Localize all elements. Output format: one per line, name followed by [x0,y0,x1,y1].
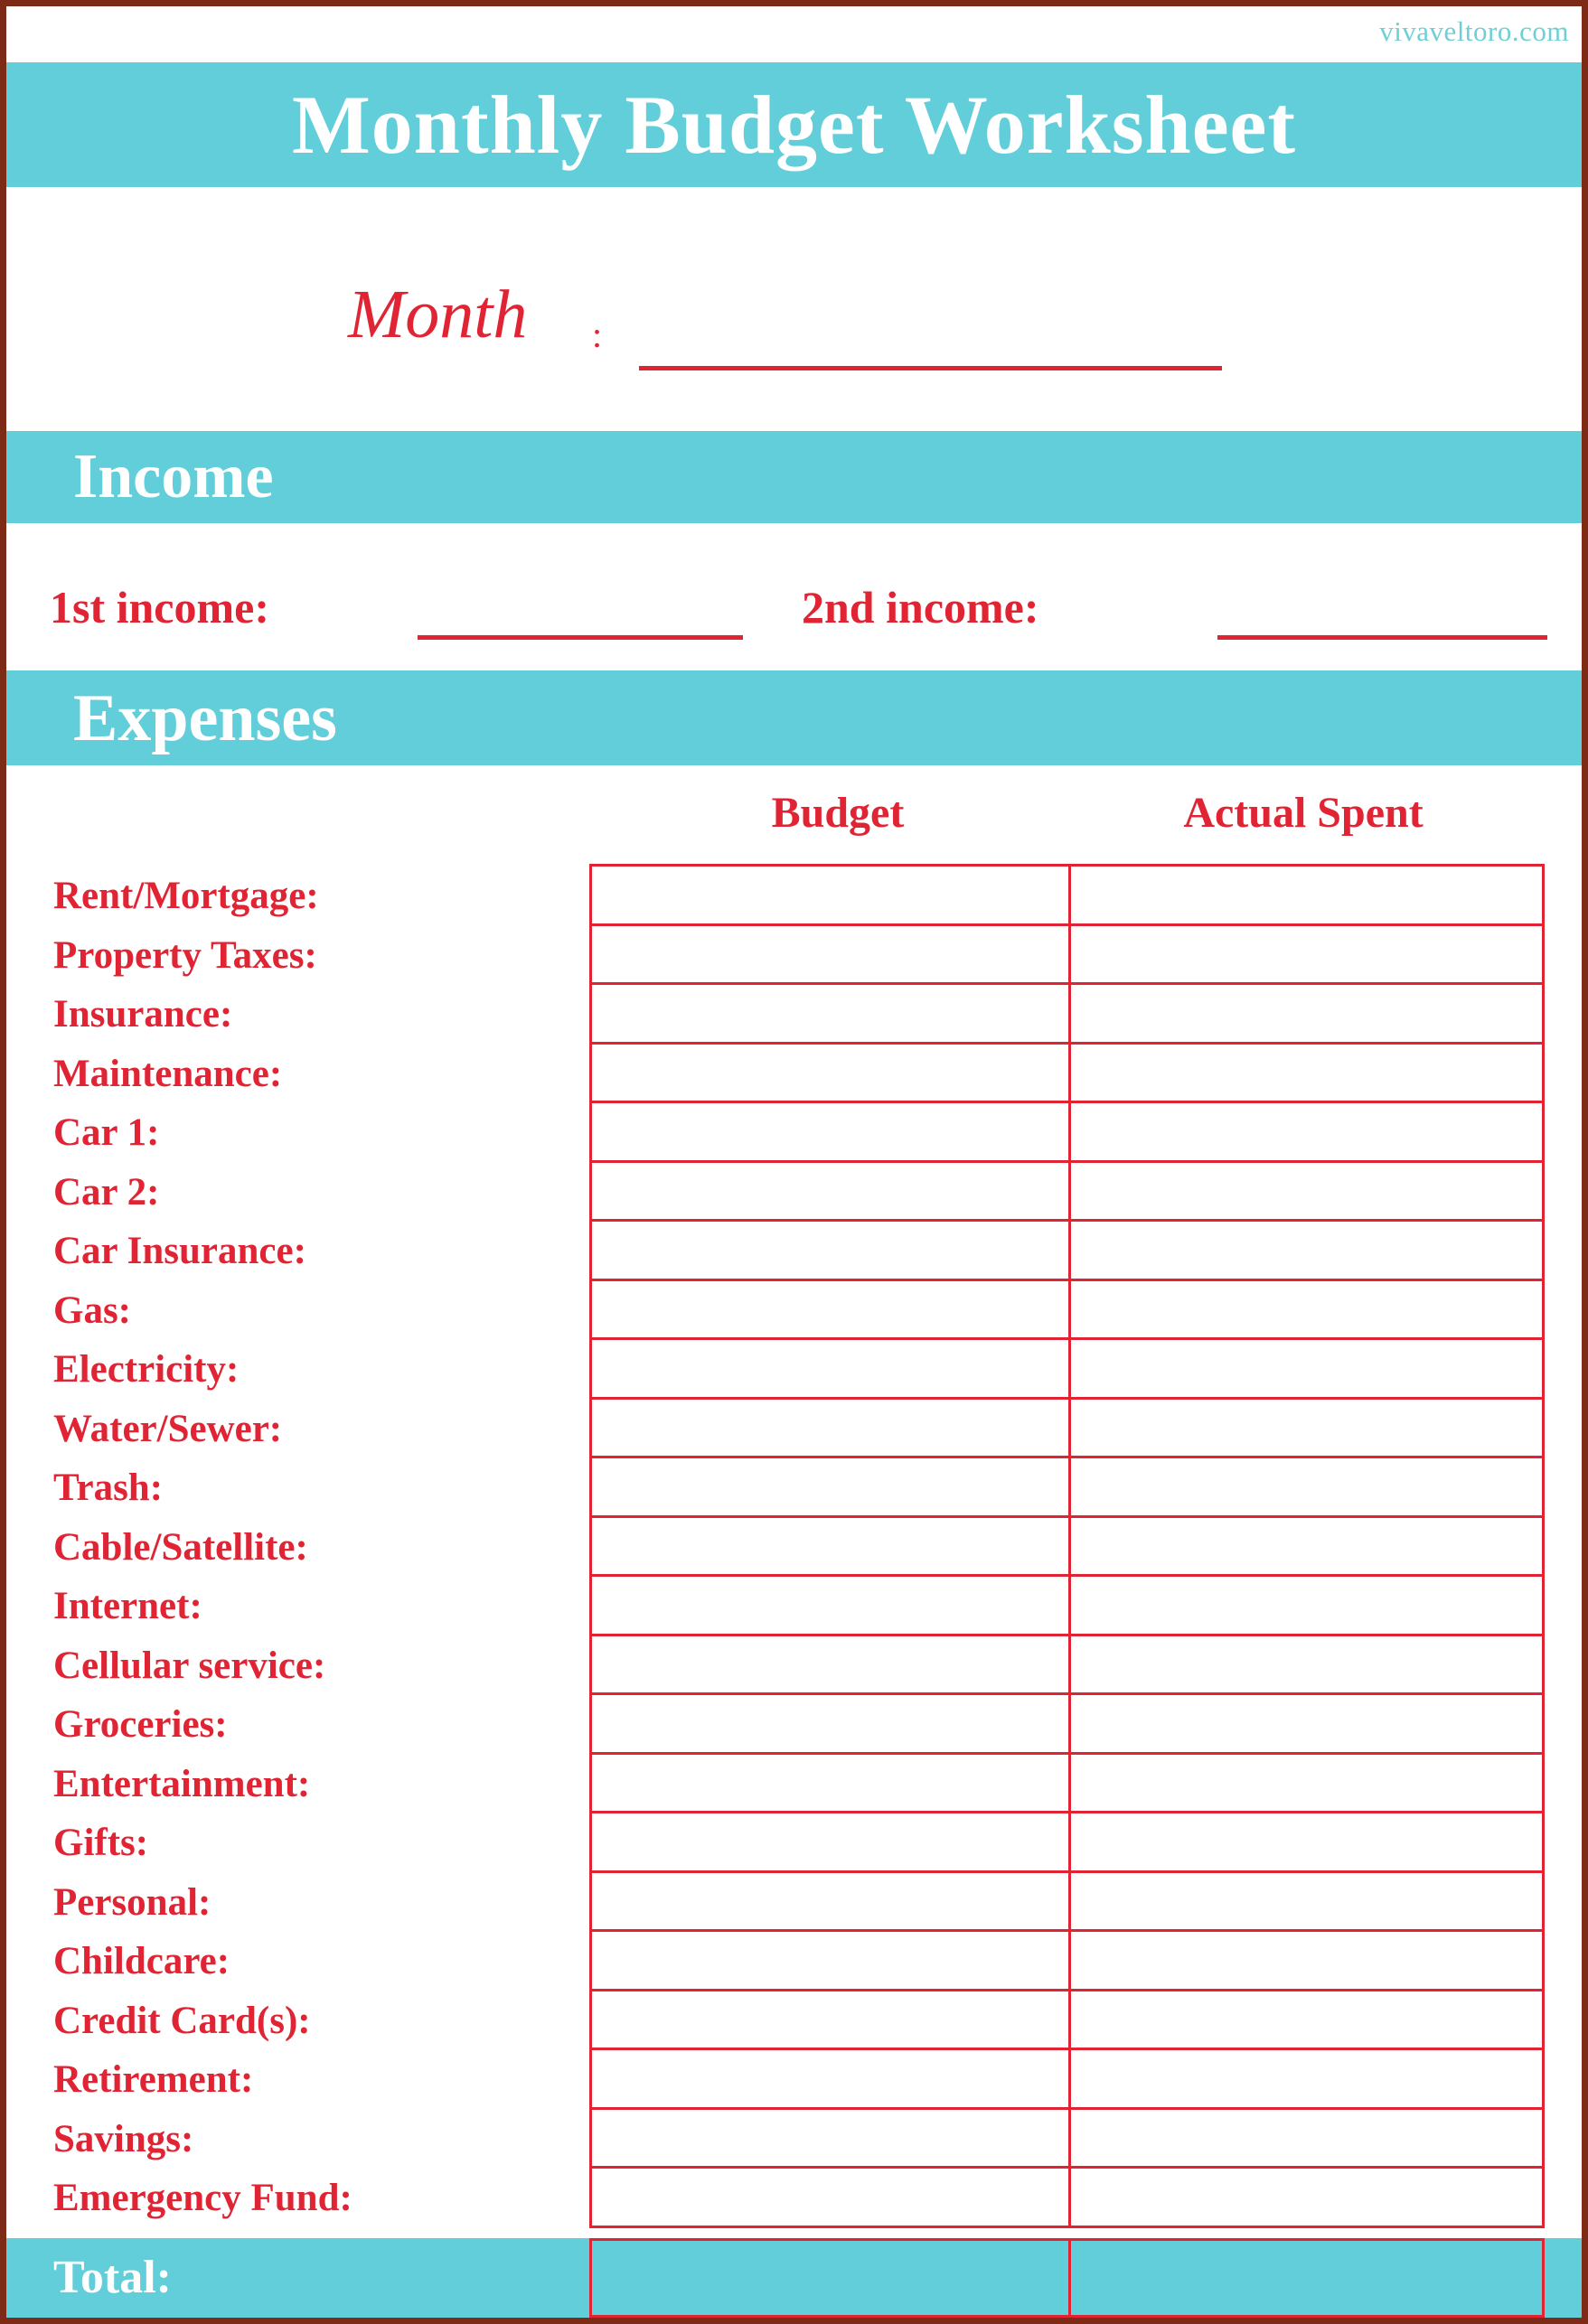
table-row [6,1636,1582,1696]
table-row [6,1518,1582,1578]
total-row [6,2238,1582,2318]
total-budget-cell[interactable] [589,2238,1071,2318]
budget-cell[interactable] [589,2166,1071,2228]
actual-spent-cell[interactable] [1068,923,1545,986]
expense-label: Entertainment: [53,1762,311,1805]
table-row [6,1222,1582,1281]
budget-cell[interactable] [589,1515,1071,1578]
income-fields [6,548,1582,648]
table-row [6,2110,1582,2169]
budget-cell[interactable] [589,1337,1071,1400]
table-row [6,1991,1582,2051]
table-row [6,1813,1582,1873]
actual-spent-cell[interactable] [1068,1337,1545,1400]
month-row [6,196,1582,440]
budget-cell[interactable] [589,1160,1071,1223]
expense-label: Cellular service: [53,1644,326,1687]
column-headers [6,788,1582,851]
budget-cell[interactable] [589,1279,1071,1341]
expenses-table [6,867,1582,2228]
actual-spent-cell[interactable] [1068,864,1545,926]
actual-spent-cell[interactable] [1068,1219,1545,1281]
expense-label: Internet: [53,1585,202,1628]
total-actual-cell[interactable] [1068,2238,1545,2318]
month-colon: : [592,314,603,355]
expense-label: Emergency Fund: [53,2177,352,2220]
table-row [6,1458,1582,1518]
page-title: Monthly Budget Worksheet [291,79,1297,171]
budget-cell[interactable] [589,1634,1071,1696]
table-row [6,985,1582,1045]
month-input-line[interactable] [639,366,1222,370]
second-income-label: 2nd income: [802,582,1039,633]
budget-cell[interactable] [589,2048,1071,2110]
income-banner [6,431,1582,523]
first-income-input-line[interactable] [418,635,743,640]
expense-label: Gas: [53,1289,131,1332]
expense-label: Savings: [53,2117,194,2160]
budget-cell[interactable] [589,1929,1071,1991]
title-banner [6,62,1582,187]
expense-label: Car Insurance: [53,1230,306,1273]
actual-spent-cell[interactable] [1068,1574,1545,1636]
actual-spent-cell[interactable] [1068,1515,1545,1578]
expense-label: Maintenance: [53,1052,283,1095]
actual-spent-cell[interactable] [1068,1456,1545,1518]
actual-spent-cell[interactable] [1068,2166,1545,2228]
budget-cell[interactable] [589,1219,1071,1281]
actual-spent-cell[interactable] [1068,1870,1545,1933]
actual-spent-cell[interactable] [1068,1634,1545,1696]
second-income-input-line[interactable] [1217,635,1547,640]
budget-cell[interactable] [589,1101,1071,1163]
budget-cell[interactable] [589,982,1071,1045]
expense-label: Rent/Mortgage: [53,875,319,918]
table-row [6,926,1582,986]
budget-cell[interactable] [589,1574,1071,1636]
actual-spent-cell[interactable] [1068,982,1545,1045]
actual-spent-cell[interactable] [1068,1160,1545,1223]
actual-spent-cell[interactable] [1068,1279,1545,1341]
actual-spent-cell[interactable] [1068,2048,1545,2110]
budget-cell[interactable] [589,1870,1071,1933]
expense-label: Car 1: [53,1111,160,1155]
budget-cell[interactable] [589,1042,1071,1104]
expenses-banner [6,670,1582,765]
expense-label: Insurance: [53,993,233,1036]
actual-spent-cell[interactable] [1068,1692,1545,1755]
actual-spent-cell[interactable] [1068,1989,1545,2051]
expense-label: Water/Sewer: [53,1407,283,1450]
expense-label: Property Taxes: [53,933,317,977]
expense-label: Trash: [53,1467,164,1510]
month-label: Month [348,276,528,352]
table-row [6,1873,1582,1933]
expense-label: Credit Card(s): [53,1999,311,2042]
expense-label: Gifts: [53,1822,149,1865]
actual-spent-cell[interactable] [1068,1752,1545,1814]
budget-cell[interactable] [589,1989,1071,2051]
table-row [6,1932,1582,1991]
expense-label: Childcare: [53,1940,230,1983]
table-row [6,1340,1582,1400]
budget-cell[interactable] [589,1752,1071,1814]
table-row [6,867,1582,926]
expense-label: Retirement: [53,2058,254,2102]
budget-cell[interactable] [589,1456,1071,1518]
budget-cell[interactable] [589,1397,1071,1459]
table-row [6,1695,1582,1755]
budget-cell[interactable] [589,923,1071,986]
table-row [6,1755,1582,1814]
table-row [6,1281,1582,1341]
budget-cell[interactable] [589,1811,1071,1873]
site-credit: vivaveltoro.com [1379,15,1569,47]
actual-spent-cell[interactable] [1068,1397,1545,1459]
first-income-label: 1st income: [50,582,269,633]
expense-label: Cable/Satellite: [53,1525,308,1569]
actual-spent-cell[interactable] [1068,1101,1545,1163]
expenses-heading: Expenses [73,680,337,755]
table-row [6,1577,1582,1636]
actual-spent-cell[interactable] [1068,1811,1545,1873]
table-row [6,1400,1582,1459]
expense-label: Groceries: [53,1703,228,1747]
table-row [6,1163,1582,1223]
actual-spent-cell[interactable] [1068,1929,1545,1991]
total-label: Total: [53,2252,172,2303]
actual-spent-cell[interactable] [1068,1042,1545,1104]
budget-cell[interactable] [589,2107,1071,2169]
table-row [6,2169,1582,2228]
table-row [6,1103,1582,1163]
column-header-budget: Budget [771,789,905,837]
table-row [6,2050,1582,2110]
expense-label: Electricity: [53,1348,240,1392]
table-row [6,1045,1582,1104]
worksheet-inner [6,6,1582,2318]
income-heading: Income [73,442,274,511]
column-header-actual-spent: Actual Spent [1183,789,1424,837]
expense-label: Car 2: [53,1170,160,1214]
budget-cell[interactable] [589,1692,1071,1755]
budget-cell[interactable] [589,864,1071,926]
expense-label: Personal: [53,1880,211,1924]
actual-spent-cell[interactable] [1068,2107,1545,2169]
